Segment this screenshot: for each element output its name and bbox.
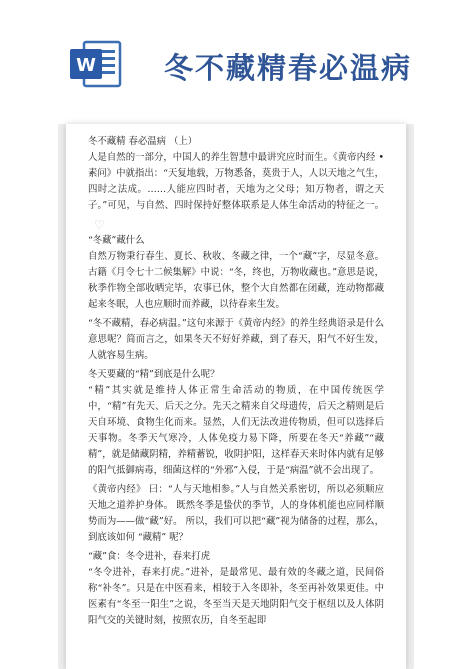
paragraph: “精”其实就是维持人体正常生命活动的物质，在中国传统医学中，“精”有先天、后天之分。先天之精来自父母遗传，后天之精则是后天自环境、食物生化而来。显然，人们无法改进传物质，但可以选择后天事物。冬季天气寒冷，人体免疫力易下降，所要在冬天“养藏”“藏精”，就是储藏阴精，养精蓄锐，收阴护阳，这样春天来时体内就有足够的阳气抵御病毒，细菌这样的“外邪”入侵，于是“病温”就不会出现了。 xyxy=(88,385,384,476)
paragraph: 自然万物秉行春生、夏长、秋收、冬藏之律，一个“藏”字，尽显冬意。古籍《月令七十二候集解》中说：“冬，终也，万物收藏也。”意思是说，秋季作物全部收晒完毕，农事已休，整个大自然都在闭藏，连动物都藏起来冬眠，人也应顺时而养藏，以待春来生发。 xyxy=(88,251,384,310)
paragraph-text: 人是自然的一部分，中国人的养生智慧中最讲究应时而生。《黄帝内经 • 素问》中就指出：“天复地载，万物悉备，莫贵于人，人以天地之气生，四时之法成。……人能应四时者，天地为之父母；知万物者，谓之天子。”可见，与自然、四时保持好整体联系是人体生命活动的特征之一。 xyxy=(88,152,384,211)
paragraph xyxy=(88,150,384,230)
document-body xyxy=(88,134,384,629)
section-heading: “藏”食：冬令进补，春来打虎 xyxy=(88,551,211,562)
header-banner xyxy=(0,0,474,118)
paragraph: 《黄帝内经》 曰：“人与天地相参。”人与自然关系密切，所以必须顺应天地之道养护身体。 既然冬季是蛰伏的季节，人的身体机能也应同样顺势而为——做“藏”好。 所以，我们可以把“藏”视为储备的过程，那么，到底该如何 “藏精” 呢？ xyxy=(88,484,384,543)
heart-icon: ♡ xyxy=(94,217,105,232)
document-page xyxy=(66,124,406,669)
paragraph: “冬不藏精，春必病温。”这句来源于《黄帝内经》的养生经典语录是什么意思呢？简而言之，如果冬天不好好养藏，到了春天，阳气不好生发，人就容易生病。 xyxy=(88,318,384,361)
section-heading: 冬不藏精 春必温病 （上） xyxy=(88,136,198,147)
word-icon xyxy=(68,36,124,92)
svg-text:W: W xyxy=(76,55,96,76)
section-heading: “冬藏”藏什么 xyxy=(88,235,145,246)
document-title: 冬不藏精春必温病 xyxy=(164,51,413,85)
paragraph: “冬令进补，春来打虎。”进补，是最常见、最有效的冬藏之道，民间俗称“补冬”。只是在中医看来，相较于入冬即补，冬至再补效果更佳。中医素有“冬至一阳生”之说，冬至当天是天地阴阳气交于枢纽以及人体阴阳气交的关键时刻，按照农历，自冬至起即 xyxy=(88,567,384,626)
section-heading: 冬天要藏的“精”到底是什么呢？ xyxy=(88,369,220,380)
